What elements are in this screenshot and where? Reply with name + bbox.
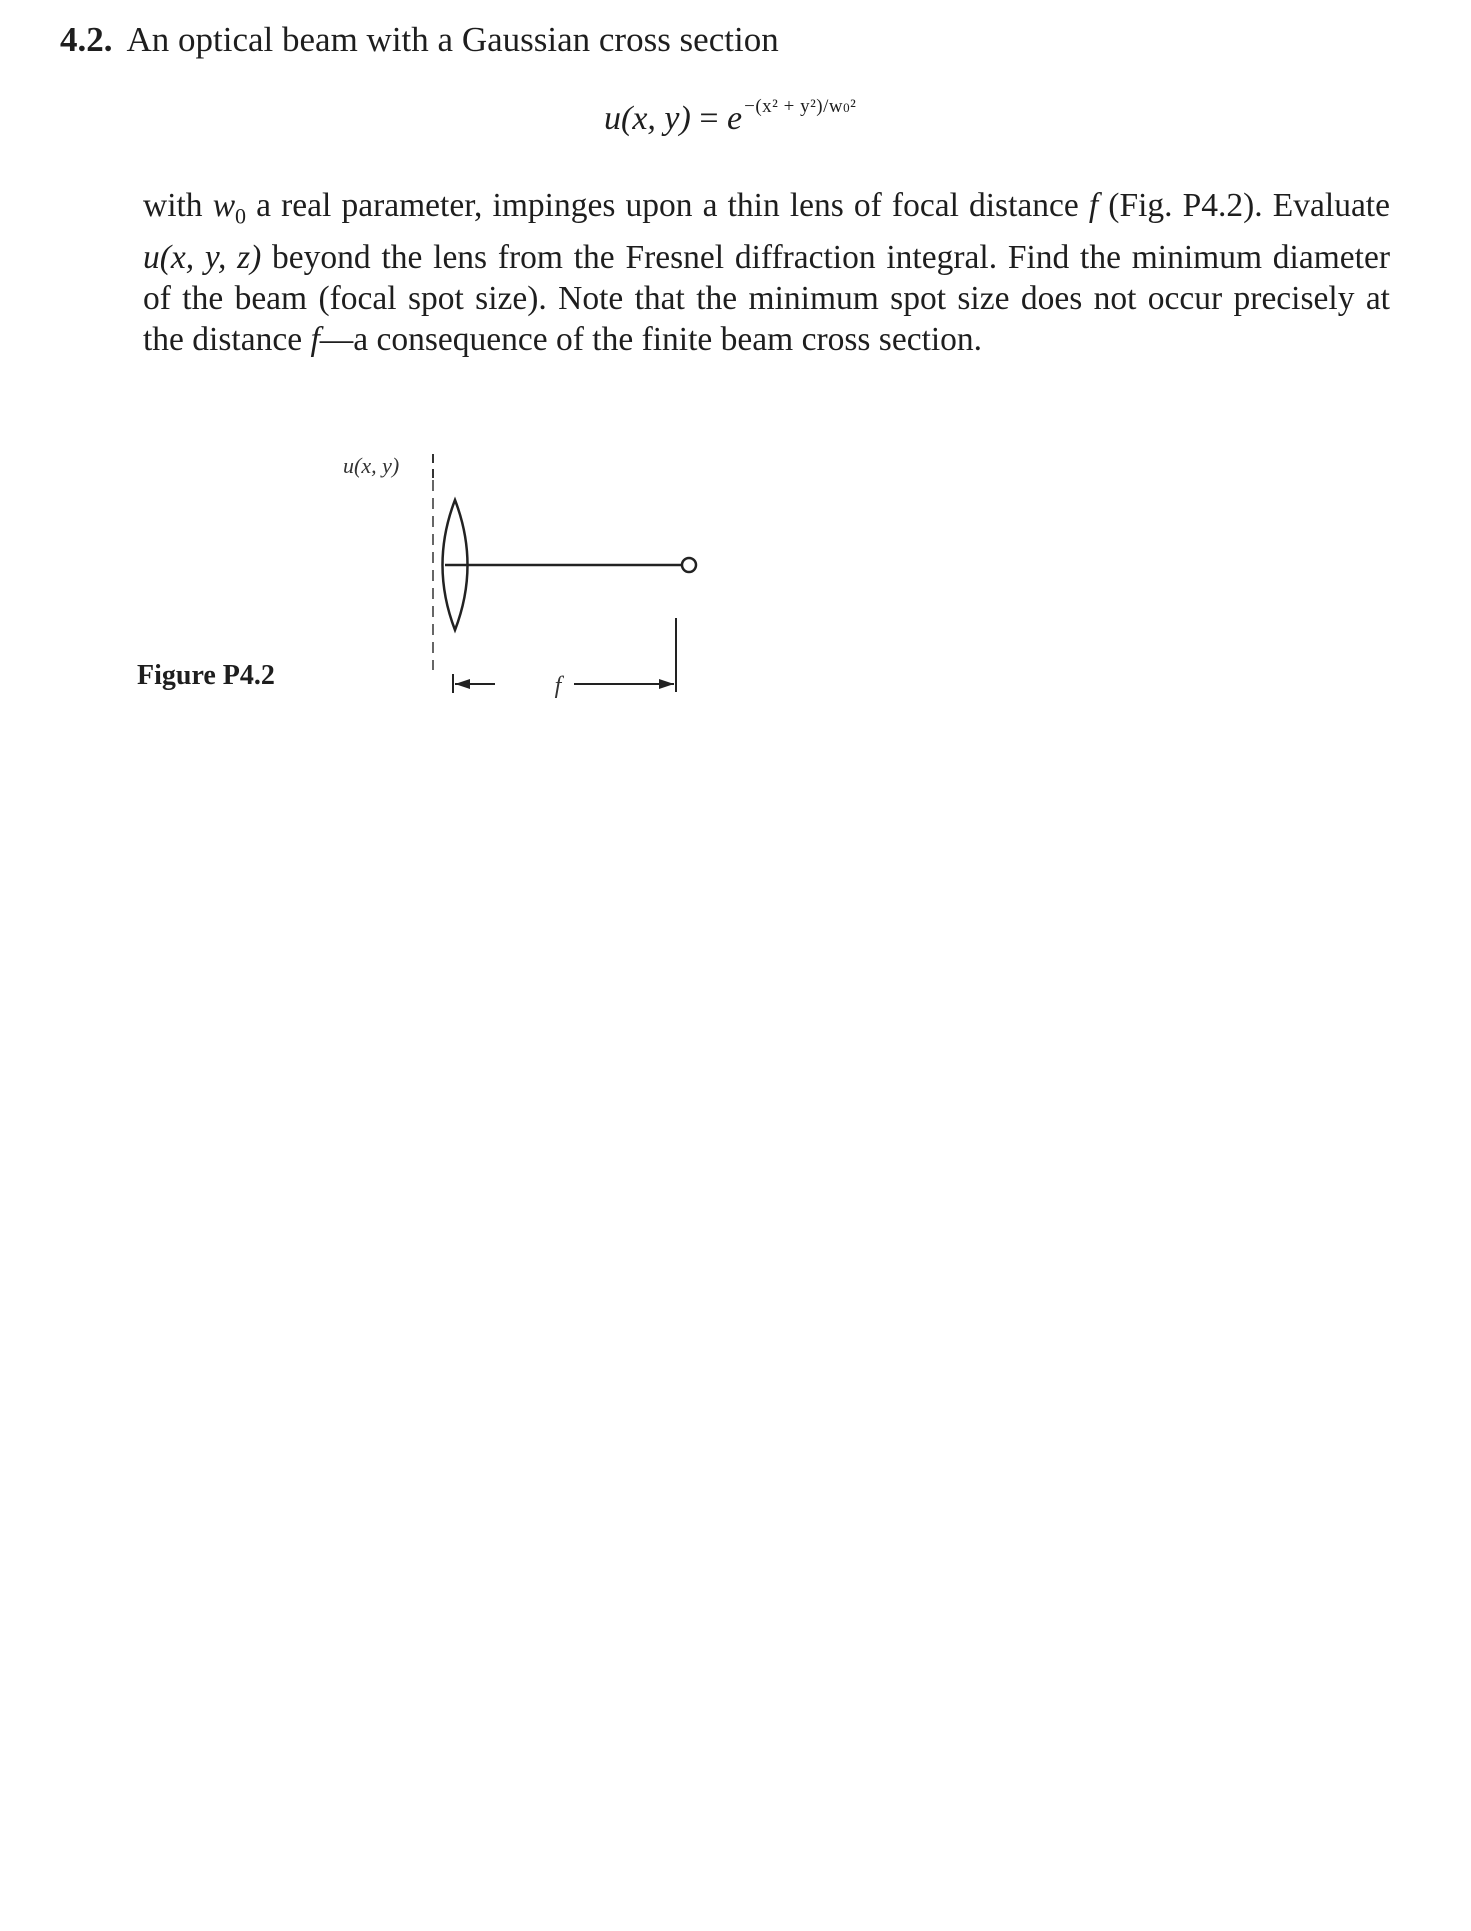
exponent-subscript: 0 bbox=[843, 100, 851, 115]
body-text-1: with bbox=[143, 187, 213, 224]
exponent-suffix: ² bbox=[850, 96, 857, 117]
equation-lhs: u(x, y) bbox=[604, 100, 691, 137]
lens-diagram bbox=[330, 440, 750, 710]
equation-base: e bbox=[727, 100, 743, 137]
equation-equals: = bbox=[690, 100, 728, 137]
w0-symbol bbox=[212, 187, 247, 229]
problem-heading bbox=[60, 20, 779, 60]
body-text-3: (Fig. P4.2). Evaluate bbox=[1098, 187, 1390, 224]
w-letter: w bbox=[212, 187, 236, 224]
focal-point bbox=[682, 558, 696, 572]
body-text-4: beyond the lens from the Fresnel diffraction integral. Find the minimum diameter of the beam (focal spot size). Note that the minimum spot size does not occur precisely at the distance bbox=[143, 238, 1390, 358]
focal-symbol-2: f bbox=[310, 320, 320, 358]
focal-symbol-1: f bbox=[1088, 187, 1099, 224]
equation-exponent bbox=[744, 96, 856, 117]
field-label: u(x, y) bbox=[343, 453, 400, 478]
figure-caption: Figure P4.2 bbox=[137, 660, 275, 691]
exponent-prefix: −(x² + y²)/w bbox=[744, 96, 844, 117]
problem-body bbox=[143, 185, 1390, 360]
w-subscript: 0 bbox=[235, 203, 247, 229]
body-text-5: —a consequence of the finite beam cross section. bbox=[319, 320, 983, 358]
problem-intro: An optical beam with a Gaussian cross section bbox=[126, 20, 779, 59]
problem-number: 4.2. bbox=[60, 20, 113, 59]
dimension-arrow-left bbox=[455, 679, 470, 689]
lens-figure bbox=[330, 440, 750, 710]
gaussian-equation bbox=[604, 96, 857, 138]
body-text-2: a real parameter, impinges upon a thin lens of focal distance bbox=[246, 187, 1089, 224]
dimension-arrow-right bbox=[659, 679, 674, 689]
focal-length-label: f bbox=[554, 673, 562, 699]
field-symbol: u(x, y, z) bbox=[143, 238, 262, 276]
